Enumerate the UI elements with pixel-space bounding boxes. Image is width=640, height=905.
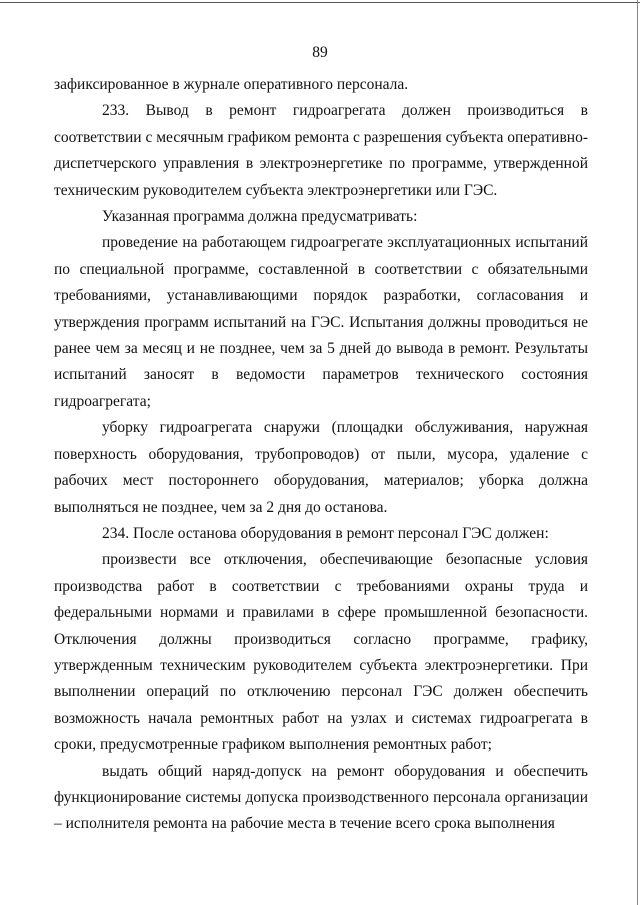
paragraph-item-233: 233. Вывод в ремонт гидроагрегата должен производиться в соответствии с месячным графиком ремонта с разрешения субъекта оперативно-диспетчерского управления в электроэнергетике по программе, утвержденной техническим руководителем субъекта электроэнергетики или ГЭС. [54, 102, 588, 199]
paragraph-disconnections: произвести все отключения, обеспечивающие безопасные условия производства работ в соответствии с требованиями охраны труда и федеральными нормами и правилами в сфере промышленной безопасности. Отключения должны производиться согласно программе, графику, утвержденным техническим руководителем субъекта электроэнергетики. При выполнении операций по отключению персонал ГЭС должен обеспечить возможность начала ремонтных работ на узлах и системах гидроагрегата в сроки, предусмотренные графиком выполнения ремонтных работ; [54, 551, 588, 754]
paragraph-cleaning: уборку гидроагрегата снаружи (площадки обслуживания, наружная поверхность оборудования, трубопроводов) от пыли, мусора, удаление с рабочих мест постороннего оборудования, материалов; уборка должна выполняться не позднее, чем за 2 дня до останова. [54, 419, 588, 516]
paragraph-continuation: зафиксированное в журнале оперативного персонала. [54, 76, 409, 93]
page-right-edge [637, 0, 638, 905]
paragraph-testing: проведение на работающем гидроагрегате эксплуатационных испытаний по специальной программе, составленной в соответствии с обязательными требованиями, устанавливающими порядок разработки, согласования и утверждения программ испытаний на ГЭС. Испытания должны проводиться не ранее чем за месяц и не позднее, чем за 5 дней до вывода в ремонт. Результаты испытаний заносят в ведомости параметров технического состояния гидроагрегата; [54, 234, 588, 410]
paragraph-work-permit: выдать общий наряд-допуск на ремонт оборудования и обеспечить функционирование системы допуска производственного персонала организации – исполнителя ремонта на рабочие места в течение всего срока выполнения [54, 762, 588, 833]
page-top-edge [0, 2, 640, 3]
document-body [54, 72, 588, 838]
paragraph-item-234: 234. После останова оборудования в ремонт персонал ГЭС должен: [102, 524, 549, 542]
page-number: 89 [312, 44, 328, 61]
paragraph-program-intro: Указанная программа должна предусматривать: [102, 208, 418, 226]
